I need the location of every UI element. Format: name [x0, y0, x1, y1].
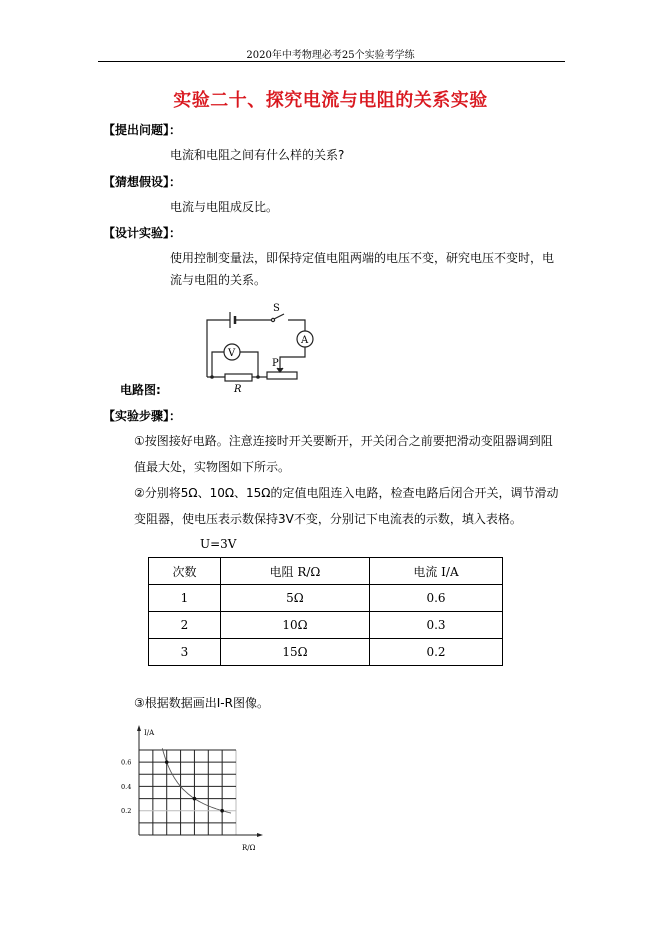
page-title: 实验二十、探究电流与电阻的关系实验	[173, 90, 488, 111]
chart-axes	[137, 725, 263, 837]
step-3: ③根据数据画出I-R图像。	[134, 696, 269, 710]
y-tick-label: 0.6	[121, 758, 132, 767]
wire-slider	[280, 347, 305, 371]
running-header: 2020年中考物理必考25个实验考学练	[246, 50, 415, 61]
chart-ticks	[121, 759, 131, 816]
cell-trial: 1	[149, 585, 221, 612]
slider-label: P	[272, 358, 279, 369]
resistor-label: R	[234, 384, 242, 395]
switch-blade	[274, 314, 284, 319]
data-table	[148, 557, 503, 666]
cell-current: 0.6	[369, 585, 502, 612]
cell-resistance: 5Ω	[220, 585, 369, 612]
question-text: 电流和电阻之间有什么样的关系?	[170, 148, 345, 162]
header-resistance: 电阻 R/Ω	[220, 558, 369, 585]
cell-current: 0.2	[369, 639, 502, 666]
junction-dot	[256, 375, 260, 379]
data-point	[220, 809, 224, 813]
circuit-label: 电路图:	[120, 383, 161, 397]
section-heading-question: 【提出问题】：	[103, 123, 182, 137]
cell-resistance: 15Ω	[220, 639, 369, 666]
circuit-diagram	[200, 300, 325, 395]
y-tick-label: 0.2	[121, 807, 132, 816]
header-trial: 次数	[149, 558, 221, 585]
section-heading-design: 【设计实验】：	[103, 226, 182, 240]
junction-dot	[210, 375, 214, 379]
switch-label: S	[273, 303, 280, 314]
cell-trial: 3	[149, 639, 221, 666]
ir-curve	[162, 748, 231, 813]
hypothesis-text: 电流与电阻成反比。	[170, 200, 279, 214]
data-point	[193, 797, 197, 801]
table-row	[149, 585, 503, 612]
y-axis-label: I/A	[144, 729, 155, 737]
resistor	[225, 374, 252, 381]
data-point	[165, 760, 169, 764]
cell-resistance: 10Ω	[220, 612, 369, 639]
step-2: ②分别将5Ω、10Ω、15Ω的定值电阻连入电路，检查电路后闭合开关，调节滑动变阻器，使电压表示数保持3V不变，分别记下电流表的示数，填入表格。	[134, 486, 559, 526]
chart-grid	[139, 750, 236, 835]
cell-trial: 2	[149, 612, 221, 639]
cell-current: 0.3	[369, 612, 502, 639]
header-current: 电流 I/A	[369, 558, 502, 585]
section-heading-hypothesis: 【猜想假设】：	[103, 175, 182, 189]
y-axis-arrow	[137, 725, 141, 731]
table-row	[149, 639, 503, 666]
voltmeter-label: V	[228, 348, 236, 359]
wire-right	[288, 320, 305, 331]
design-text: 使用控制变量法，即保持定值电阻两端的电压不变，研究电压不变时，电流与电阻的关系。	[170, 251, 555, 287]
table-row	[149, 612, 503, 639]
voltage-label: U=3V	[200, 537, 237, 551]
ammeter-label: A	[301, 335, 309, 346]
ir-chart	[110, 718, 270, 853]
table-header-row	[149, 558, 503, 585]
y-tick-label: 0.4	[121, 782, 132, 791]
header-divider	[98, 61, 565, 62]
section-heading-steps: 【实验步骤】：	[103, 409, 182, 423]
rheostat	[267, 372, 297, 379]
x-axis-label: R/Ω	[242, 844, 256, 852]
x-axis-arrow	[257, 833, 263, 837]
step-1: ①按图接好电路。注意连接时开关要断开，开关闭合之前要把滑动变阻器调到阻值最大处，实物图如下所示。	[134, 434, 553, 474]
